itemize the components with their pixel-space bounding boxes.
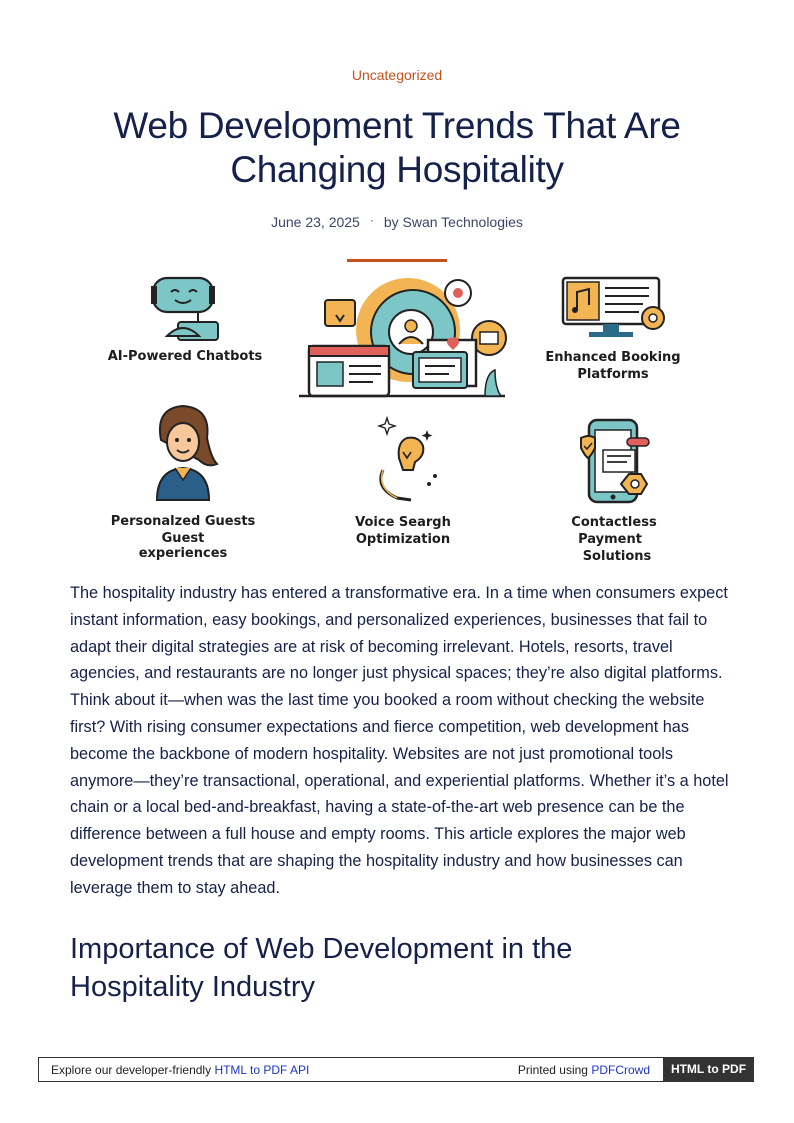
footer-printed-text: Printed using — [517, 1063, 588, 1077]
booking-platform-icon — [563, 278, 664, 337]
label-voice-1: Voice Seargh — [355, 515, 451, 530]
hospitality-hub-icon — [299, 278, 506, 396]
label-payment-1: Contactless — [571, 515, 657, 530]
label-guests-1: Personalzed Guests — [110, 514, 256, 529]
label-booking-1: Enhanced Booking — [545, 350, 681, 365]
label-booking-2: Platforms — [577, 367, 649, 382]
publish-date: June 23, 2025 — [271, 214, 360, 230]
label-chatbots: AI-Powered Chatbots — [107, 349, 263, 364]
label-payment-3: Solutions — [582, 549, 652, 564]
article-title: Web Development Trends That Are Changing Hospitality — [113, 105, 681, 190]
author-link[interactable]: by Swan Technologies — [383, 214, 523, 230]
pdfcrowd-link[interactable]: PDFCrowd — [591, 1063, 650, 1077]
guest-person-icon — [157, 406, 217, 500]
title-divider — [347, 259, 447, 262]
label-voice-2: Optimization — [355, 532, 451, 547]
category-link[interactable]: Uncategorized — [351, 67, 443, 83]
article-meta — [0, 214, 794, 230]
robot-icon — [151, 278, 218, 340]
hero-illustration — [93, 270, 723, 570]
meta-separator: · — [369, 213, 374, 227]
label-payment-2: Payment — [578, 532, 642, 547]
pdf-footer-bar — [38, 1057, 754, 1082]
section-heading: Importance of Web Development in the Hospitality Industry — [70, 933, 573, 1003]
label-guests-3: experiences — [138, 546, 228, 561]
voice-search-icon — [379, 418, 437, 500]
payment-phone-icon — [581, 420, 649, 502]
html-to-pdf-button[interactable]: HTML to PDF — [663, 1057, 754, 1082]
footer-printed — [518, 1063, 650, 1077]
label-guests-2: Guest — [161, 531, 205, 546]
html-to-pdf-api-link[interactable]: HTML to PDF API — [214, 1063, 310, 1077]
intro-paragraph: The hospitality industry has entered a transformative era. In a time when consumers expect instant information, easy bookings, and personalized experiences, businesses that fail to adapt their digital strategies are at risk of becoming irrelevant. Hotels, resorts, travel agencies, and restaurants are no longer just physical spaces; they’re also digital platforms. Think about it—when was the last time you booked a room without checking the website first? With rising consumer expectations and fierce competition, web development has become the backbone of modern hospitality. Websites are not just promotional tools anymore—they’re transactional, operational, and experiential platforms. Whether it’s a hotel chain or a local bed-and-breakfast, having a state-of-the-art web presence can be the difference between a full house and empty rooms. This article explores the major web development trends that are shaping the hospitality industry and how businesses can leverage them to stay ahead. — [70, 584, 729, 897]
footer-explore-text: Explore our developer-friendly — [51, 1063, 212, 1077]
footer-explore — [51, 1063, 309, 1077]
